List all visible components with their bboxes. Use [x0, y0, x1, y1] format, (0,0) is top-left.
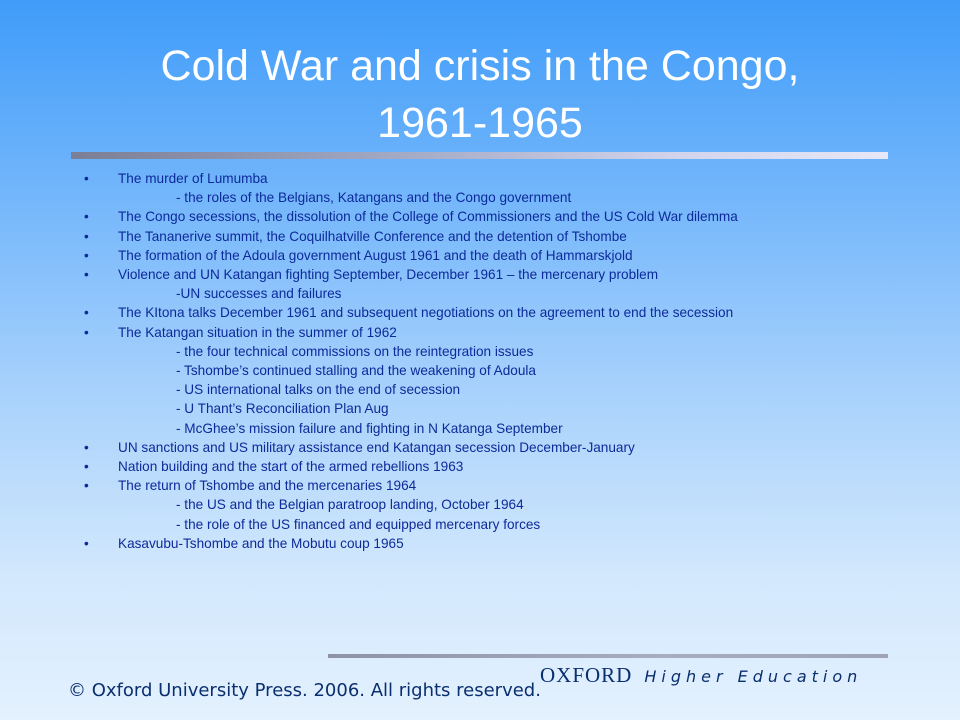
sub-item: - McGhee’s mission failure and fighting in N Katanga September [176, 420, 563, 436]
oxford-wordmark: OXFORD [540, 663, 633, 687]
bullet-item [80, 476, 900, 495]
bullet-marker: • [84, 439, 89, 455]
bullet-marker: • [84, 324, 89, 340]
sub-item: - Tshombe’s continued stalling and the weakening of Adoula [176, 363, 536, 379]
bullet-text: The formation of the Adoula government August 1961 and the death of Hammarskjold [118, 247, 633, 263]
sub-item: - the roles of the Belgians, Katangans and the Congo government [176, 190, 572, 206]
sub-item: - the US and the Belgian paratroop landing, October 1964 [176, 497, 524, 513]
title-divider [71, 152, 888, 159]
sub-item: - the role of the US financed and equipped mercenary forces [176, 516, 541, 532]
bullet-item [80, 227, 900, 246]
bullet-text: Nation building and the start of the armed rebellions 1963 [118, 459, 464, 475]
higher-education-label: Higher Education [644, 667, 863, 686]
bullet-item [80, 323, 900, 342]
oxford-logo [540, 663, 890, 689]
bullet-marker: • [84, 459, 89, 475]
bullet-item [80, 169, 900, 188]
sub-item: - US international talks on the end of secession [176, 382, 461, 398]
bullet-marker: • [84, 535, 89, 551]
bullet-text: UN sanctions and US military assistance end Katangan secession December-January [118, 439, 635, 455]
bullet-marker: • [84, 228, 89, 244]
bullet-item [80, 438, 900, 457]
bullet-text: The return of Tshombe and the mercenaries 1964 [118, 478, 417, 494]
sub-item: - the four technical commissions on the reintegration issues [176, 343, 534, 359]
bullet-list [80, 169, 900, 553]
bullet-marker: • [84, 209, 89, 225]
bullet-marker: • [84, 478, 89, 494]
bullet-text: The murder of Lumumba [118, 171, 268, 186]
bullet-marker: • [84, 247, 89, 263]
bullet-item [80, 534, 900, 553]
bullet-text: The Tananerive summit, the Coquilhatville Conference and the detention of Tshombe [118, 228, 627, 244]
bullet-text: Kasavubu-Tshombe and the Mobutu coup 1965 [118, 535, 404, 551]
bullet-item [80, 457, 900, 476]
slide-title-line2: 1961-1965 [377, 99, 583, 147]
bullet-text: The KItona talks December 1961 and subsequent negotiations on the agreement to end the secession [118, 305, 734, 321]
bullet-marker: • [84, 267, 89, 283]
bullet-item [80, 303, 900, 322]
copyright-notice: © Oxford University Press. 2006. All rights reserved. [68, 680, 541, 701]
bullet-marker: • [84, 305, 89, 321]
bullet-text: The Congo secessions, the dissolution of the College of Commissioners and the US Cold War dilemma [118, 209, 738, 225]
bullet-marker: • [84, 171, 89, 186]
slide-title [70, 38, 890, 152]
bullet-item [80, 265, 900, 284]
bullet-text: The Katangan situation in the summer of 1962 [118, 324, 397, 340]
bullet-text: Violence and UN Katangan fighting September, December 1961 – the mercenary problem [118, 267, 659, 283]
sub-item: -UN successes and failures [176, 286, 342, 302]
bullet-item [80, 246, 900, 265]
slide-title-line1: Cold War and crisis in the Congo, [160, 42, 800, 90]
bullet-item [80, 207, 900, 226]
footer-divider [328, 654, 888, 658]
sub-item: - U Thant’s Reconciliation Plan Aug [176, 401, 389, 417]
